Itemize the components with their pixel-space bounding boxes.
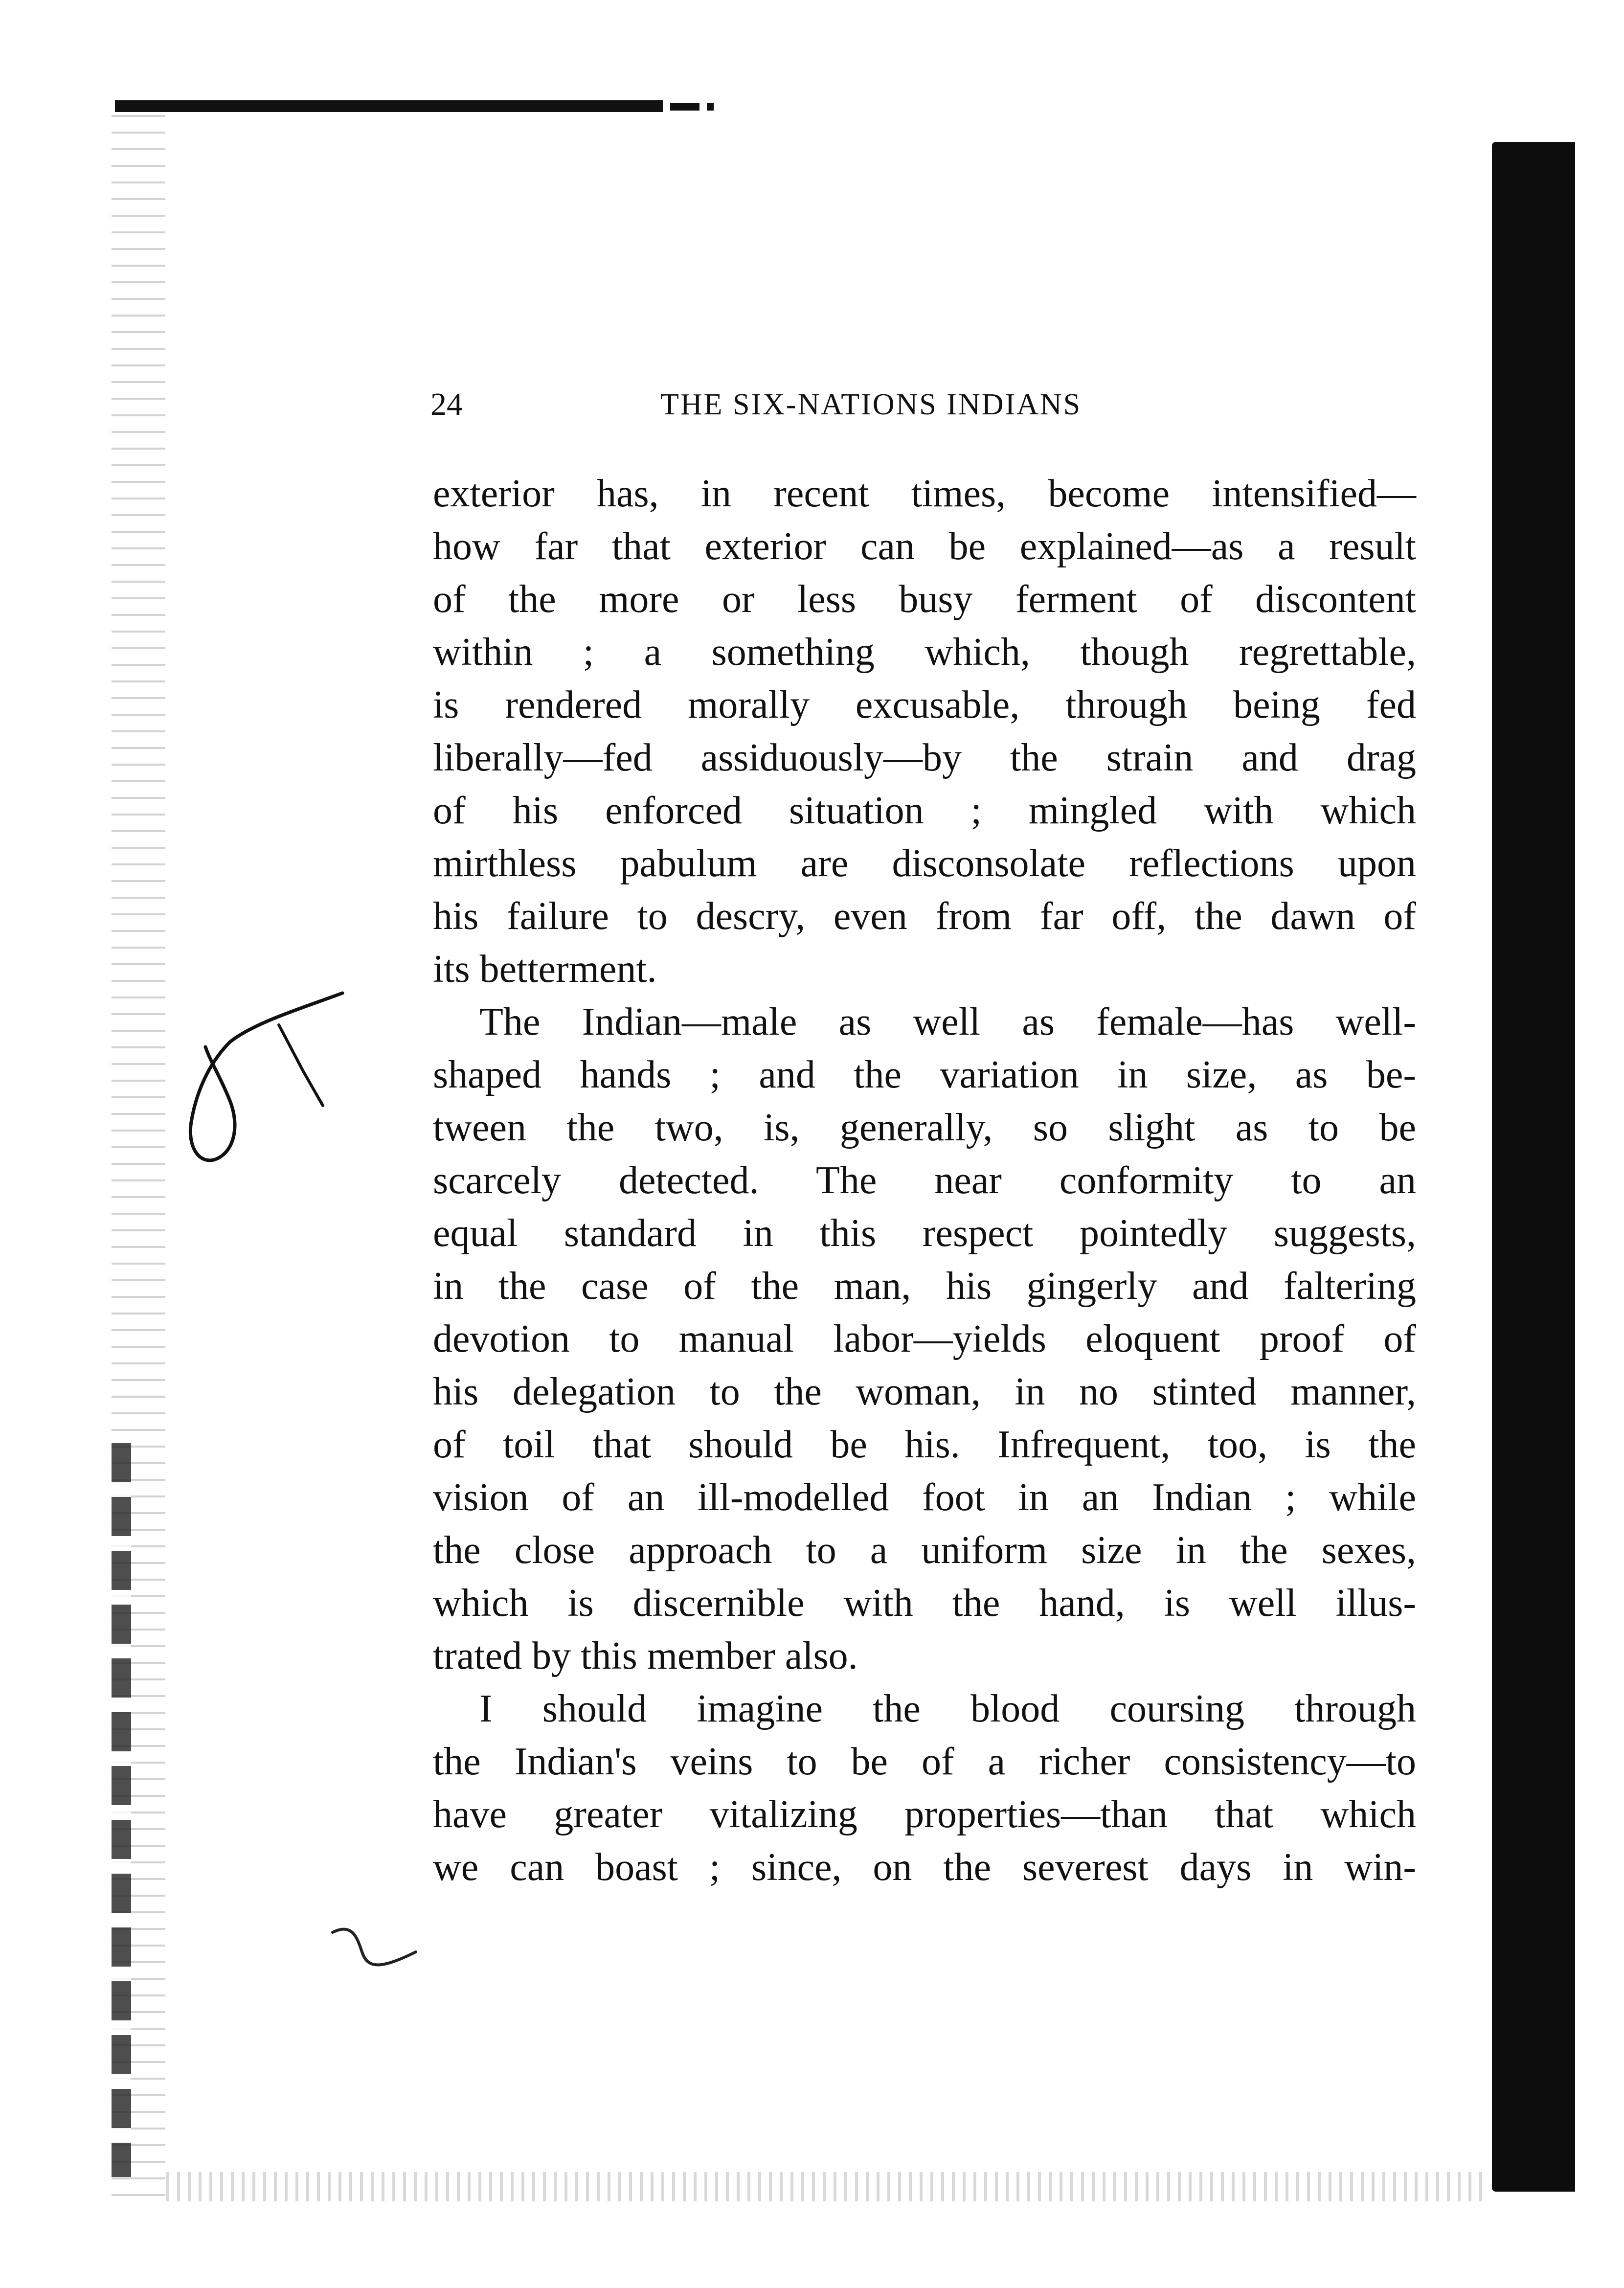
text-line: his failure to descry, even from far off, the dawn of xyxy=(433,895,1416,938)
handwritten-mark-icon xyxy=(157,978,362,1184)
text-line: vision of an ill-modelled foot in an Indian ; while xyxy=(433,1476,1416,1519)
page-number: 24 xyxy=(430,386,463,422)
text-line: within ; a something which, though regrettable, xyxy=(433,631,1416,674)
scan-top-border xyxy=(115,100,663,112)
text-line: The Indian—male as well as female—has well- xyxy=(479,1000,1416,1043)
text-line: exterior has, in recent times, become intensified— xyxy=(433,472,1416,515)
text-line: of the more or less busy ferment of discontent xyxy=(433,578,1416,621)
text-line: mirthless pabulum are disconsolate reflections upon xyxy=(433,842,1416,885)
scan-top-border-segment xyxy=(707,103,714,111)
scan-bottom-noise xyxy=(166,2172,1487,2201)
text-line: devotion to manual labor—yields eloquent proof of xyxy=(433,1317,1416,1360)
text-line: the close approach to a uniform size in the sexes, xyxy=(433,1529,1416,1572)
text-line: equal standard in this respect pointedly suggests, xyxy=(433,1212,1416,1255)
page-header xyxy=(430,383,1179,427)
running-head: THE SIX-NATIONS INDIANS xyxy=(660,388,1082,421)
text-line: we can boast ; since, on the severest days in win- xyxy=(433,1846,1416,1889)
body-text xyxy=(433,467,1416,1894)
text-line: is rendered morally excusable, through being fed xyxy=(433,683,1416,726)
scan-left-binding-artifact xyxy=(112,1443,131,2177)
text-line: how far that exterior can be explained—as a result xyxy=(433,525,1416,568)
text-line: his delegation to the woman, in no stinted manner, xyxy=(433,1370,1416,1413)
text-line: which is discernible with the hand, is well illus- xyxy=(433,1582,1416,1625)
text-line: shaped hands ; and the variation in size, as be- xyxy=(433,1053,1416,1096)
scan-top-border-segment xyxy=(670,103,699,111)
text-line: in the case of the man, his gingerly and faltering xyxy=(433,1265,1416,1308)
text-line: have greater vitalizing properties—than that which xyxy=(433,1793,1416,1836)
text-line: liberally—fed assiduously—by the strain and drag xyxy=(433,736,1416,779)
scan-right-edge-shadow xyxy=(1492,142,1575,2192)
text-line: scarcely detected. The near conformity to an xyxy=(433,1159,1416,1202)
text-line: tween the two, is, generally, so slight as to be xyxy=(433,1106,1416,1149)
text-line: of his enforced situation ; mingled with which xyxy=(433,789,1416,832)
text-line: I should imagine the blood coursing through xyxy=(479,1687,1416,1730)
text-line: the Indian's veins to be of a richer consistency—to xyxy=(433,1740,1416,1783)
text-line: trated by this member also. xyxy=(433,1634,858,1677)
text-line: of toil that should be his. Infrequent, too, is the xyxy=(433,1423,1416,1466)
pencil-squiggle-icon xyxy=(323,1918,430,1981)
text-line: its betterment. xyxy=(433,948,657,991)
